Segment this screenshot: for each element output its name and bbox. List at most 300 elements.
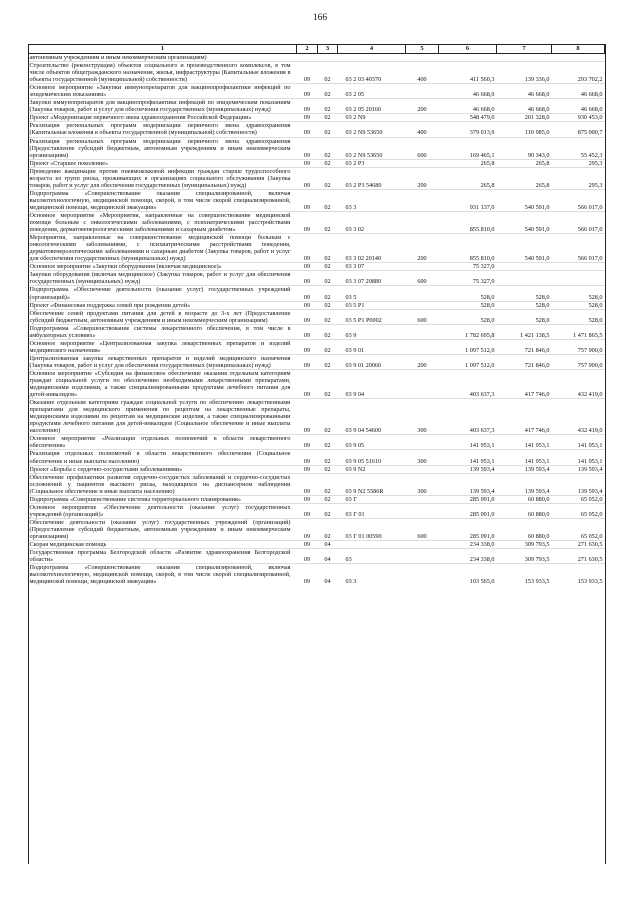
expense-type-cell: 300 (406, 399, 439, 435)
expense-type-cell (406, 435, 439, 450)
target-article-cell (338, 541, 406, 549)
amount-year2-cell: 141 953,1 (497, 435, 552, 450)
table-row (29, 234, 605, 263)
amount-year2-cell (497, 263, 552, 271)
expense-type-cell (406, 369, 439, 398)
amount-year3-cell: 139 593,4 (552, 465, 605, 473)
subsection-cell: 02 (318, 473, 338, 495)
section-cell: 09 (297, 339, 318, 354)
target-article-cell: 03 2 P3 54680 (338, 167, 406, 189)
amount-year3-cell: 432 419,0 (552, 369, 605, 398)
subsection-cell: 04 (318, 541, 338, 549)
amount-year3-cell (552, 54, 605, 62)
table-row (29, 211, 605, 233)
subsection-cell: 02 (318, 495, 338, 503)
amount-year3-cell: 1 471 865,5 (552, 324, 605, 339)
expense-type-cell: 200 (406, 167, 439, 189)
amount-year3-cell: 46 668,0 (552, 99, 605, 114)
amount-year1-cell: 139 593,4 (439, 465, 497, 473)
amount-year2-cell: 417 746,0 (497, 369, 552, 398)
amount-year1-cell (439, 54, 497, 62)
subsection-cell: 02 (318, 211, 338, 233)
table-row (29, 465, 605, 473)
table-row (29, 62, 605, 84)
amount-year3-cell: 757 900,0 (552, 354, 605, 369)
amount-year2-cell: 90 343,0 (497, 137, 552, 159)
expense-type-cell (406, 339, 439, 354)
expense-type-cell: 600 (406, 271, 439, 286)
amount-year1-cell: 139 593,4 (439, 473, 497, 495)
subsection-cell: 02 (318, 324, 338, 339)
target-article-cell (338, 54, 406, 62)
target-article-cell: 03 3 (338, 189, 406, 211)
amount-year1-cell: 548 479,0 (439, 114, 497, 122)
target-article-cell: 03 3 02 20140 (338, 234, 406, 263)
target-article-cell: 03 9 (338, 324, 406, 339)
amount-year2-cell: 1 421 138,5 (497, 324, 552, 339)
section-cell: 09 (297, 564, 318, 586)
amount-year2-cell: 265,8 (497, 159, 552, 167)
amount-year2-cell: 139 336,0 (497, 62, 552, 84)
row-name-cell: Подпрограмма «Обеспечение деятельности (оказание услуг) государственных учреждений (организаций)» (29, 286, 297, 301)
amount-year3-cell: 566 017,0 (552, 234, 605, 263)
amount-year1-cell: 931 137,0 (439, 189, 497, 211)
subsection-cell: 02 (318, 339, 338, 354)
row-name-cell: Основное мероприятие «Мероприятия, направленные на совершенствование медицинской помощи больным с онкологическими заболеваниями, с психиатрическими расстройствами поведения, дерматовенерологическими заболеваниями и сахарным диабетом» (29, 211, 297, 233)
table-row (29, 369, 605, 398)
subsection-cell: 02 (318, 435, 338, 450)
row-name-cell: Подпрограмма «Совершенствование оказания специализированной, включая высокотехнологичную, медицинской помощи, скорой, в том числе скорой специализированной, медицинской помощи, медицинской эвакуации» (29, 564, 297, 586)
amount-year2-cell (497, 54, 552, 62)
section-cell: 09 (297, 518, 318, 540)
table-row (29, 99, 605, 114)
amount-year1-cell: 285 091,0 (439, 495, 497, 503)
table-row (29, 159, 605, 167)
expense-type-cell (406, 503, 439, 518)
target-article-cell: 03 2 03 40370 (338, 62, 406, 84)
target-article-cell: 03 2 05 (338, 84, 406, 99)
expense-type-cell: 400 (406, 62, 439, 84)
subsection-cell: 02 (318, 271, 338, 286)
expense-type-cell (406, 211, 439, 233)
table-row (29, 518, 605, 540)
expense-type-cell (406, 541, 439, 549)
expense-type-cell (406, 324, 439, 339)
subsection-cell: 02 (318, 354, 338, 369)
expense-type-cell: 200 (406, 354, 439, 369)
target-article-cell: 03 9 N2 (338, 465, 406, 473)
amount-year3-cell: 271 630,5 (552, 549, 605, 564)
section-cell (297, 54, 318, 62)
budget-table (28, 44, 605, 585)
amount-year3-cell (552, 263, 605, 271)
row-name-cell: Проект «Финансовая поддержка семей при рождении детей» (29, 301, 297, 309)
table-row (29, 339, 605, 354)
row-name-cell: Обеспечение деятельности (оказание услуг) государственных учреждений (организаций) (Предоставление субсидий бюджетным, автономным учреждениям и иным некоммерческим организациям) (29, 518, 297, 540)
row-name-cell: Проект «Борьба с сердечно-сосудистыми заболеваниями» (29, 465, 297, 473)
amount-year3-cell: 55 452,3 (552, 137, 605, 159)
row-name-cell: Основное мероприятие «Субсидия на финансовое обеспечение оказания отдельным категориям граждан социальной услуги по обеспечению необходимыми лекарственными препаратами, медицинскими изделиями, а также специализированными продуктами лечебного питания для детей-инвалидов» (29, 369, 297, 398)
amount-year1-cell: 411 560,3 (439, 62, 497, 84)
row-name-cell: Проект «Старшее поколение» (29, 159, 297, 167)
target-article-cell: 03 3 (338, 564, 406, 586)
column-header: 1 (29, 45, 297, 54)
section-cell: 09 (297, 473, 318, 495)
amount-year2-cell: 721 846,0 (497, 354, 552, 369)
row-name-cell: Основное мероприятие «Закупки оборудования (включая медицинское)» (29, 263, 297, 271)
target-article-cell: 03 Г 01 00590 (338, 518, 406, 540)
expense-type-cell (406, 564, 439, 586)
amount-year3-cell: 295,3 (552, 159, 605, 167)
subsection-cell: 02 (318, 399, 338, 435)
amount-year2-cell: 540 591,0 (497, 211, 552, 233)
table-row (29, 114, 605, 122)
amount-year2-cell: 46 668,0 (497, 99, 552, 114)
target-article-cell: 03 5 P1 (338, 301, 406, 309)
amount-year1-cell: 234 338,0 (439, 541, 497, 549)
amount-year3-cell: 566 017,0 (552, 211, 605, 233)
amount-year2-cell: 528,0 (497, 301, 552, 309)
amount-year2-cell: 201 328,0 (497, 114, 552, 122)
target-article-cell: 03 Г 01 (338, 503, 406, 518)
amount-year3-cell: 528,0 (552, 309, 605, 324)
amount-year2-cell: 540 591,0 (497, 189, 552, 211)
row-name-cell: Закупки иммунопрепаратов для вакцинопрофилактики инфекций по эпидемическим показаниям (Закупка товаров, работ и услуг для обеспечения государственных (муниципальных) нужд) (29, 99, 297, 114)
amount-year3-cell: 65 052,0 (552, 518, 605, 540)
amount-year1-cell: 265,8 (439, 167, 497, 189)
target-article-cell: 03 9 01 20060 (338, 354, 406, 369)
amount-year3-cell: 139 593,4 (552, 473, 605, 495)
amount-year2-cell: 141 953,1 (497, 450, 552, 465)
table-row (29, 271, 605, 286)
row-name-cell: Централизованная закупка лекарственных препаратов и изделий медицинского назначения (Закупка товаров, работ и услуг для обеспечения государственных (муниципальных) нужд) (29, 354, 297, 369)
amount-year3-cell: 528,0 (552, 286, 605, 301)
target-article-cell: 03 3 07 20880 (338, 271, 406, 286)
section-cell: 09 (297, 234, 318, 263)
amount-year3-cell: 153 933,5 (552, 564, 605, 586)
amount-year1-cell: 379 013,9 (439, 122, 497, 137)
subsection-cell: 02 (318, 369, 338, 398)
amount-year2-cell: 139 593,4 (497, 473, 552, 495)
row-name-cell: Основное мероприятие «Реализация отдельных полномочий в области лекарственного обеспечения» (29, 435, 297, 450)
section-cell: 09 (297, 99, 318, 114)
subsection-cell: 02 (318, 62, 338, 84)
table-row (29, 495, 605, 503)
amount-year2-cell (497, 271, 552, 286)
row-name-cell: Реализация региональных программ модернизации первичного звена здравоохранения (Капитальные вложения в объекты государственной (муниципальной) собственности) (29, 122, 297, 137)
row-name-cell: Оказание отдельным категориям граждан социальной услуги по обеспечению лекарственными препаратами для медицинского применения по рецептам на лекарственные препараты, медицинскими изделиями по рецептам на медицинские изделия, а также специализированными продуктами лечебного питания для детей-инвалидов (Социальное обеспечение и иные выплаты населению) (29, 399, 297, 435)
amount-year2-cell: 309 793,5 (497, 549, 552, 564)
row-name-cell: Скорая медицинская помощь (29, 541, 297, 549)
subsection-cell: 02 (318, 263, 338, 271)
column-header: 8 (552, 45, 605, 54)
subsection-cell: 02 (318, 450, 338, 465)
amount-year3-cell: 65 052,0 (552, 503, 605, 518)
table-row (29, 399, 605, 435)
subsection-cell: 02 (318, 234, 338, 263)
row-name-cell: Проект «Модернизация первичного звена здравоохранения Российской Федерации» (29, 114, 297, 122)
target-article-cell: 03 9 04 (338, 369, 406, 398)
amount-year1-cell: 1 782 695,8 (439, 324, 497, 339)
table-body (29, 54, 605, 586)
target-article-cell: 03 2 N9 53650 (338, 137, 406, 159)
amount-year1-cell: 265,8 (439, 159, 497, 167)
section-cell: 09 (297, 309, 318, 324)
section-cell: 09 (297, 354, 318, 369)
row-name-cell: Реализация отдельных полномочий в области лекарственного обеспечения (Социальное обеспечение и иные выплаты населению) (29, 450, 297, 465)
amount-year1-cell: 403 637,3 (439, 399, 497, 435)
table-row (29, 473, 605, 495)
row-name-cell: автономным учреждениям и иным некоммерческим организациям) (29, 54, 207, 61)
target-article-cell: 03 9 N2 5586R (338, 473, 406, 495)
section-cell: 09 (297, 62, 318, 84)
target-article-cell: 03 2 N9 (338, 114, 406, 122)
subsection-cell: 04 (318, 549, 338, 564)
expense-type-cell (406, 114, 439, 122)
target-article-cell: 03 3 02 (338, 211, 406, 233)
section-cell: 09 (297, 465, 318, 473)
subsection-cell: 04 (318, 564, 338, 586)
table-header (29, 45, 605, 54)
section-cell: 09 (297, 369, 318, 398)
row-name-cell: Подпрограмма «Совершенствование системы лекарственного обеспечения, в том числе в амбулаторных условиях» (29, 324, 297, 339)
column-header: 4 (338, 45, 406, 54)
amount-year2-cell: 46 668,0 (497, 84, 552, 99)
section-cell: 09 (297, 503, 318, 518)
amount-year3-cell: 930 453,0 (552, 114, 605, 122)
amount-year1-cell: 528,0 (439, 309, 497, 324)
amount-year2-cell: 139 593,4 (497, 465, 552, 473)
amount-year2-cell: 721 846,0 (497, 339, 552, 354)
row-name-cell: Основное мероприятие «Централизованная закупка лекарственных препаратов и изделий медицинского назначения» (29, 339, 297, 354)
amount-year1-cell: 75 327,0 (439, 263, 497, 271)
expense-type-cell: 300 (406, 450, 439, 465)
amount-year3-cell: 295,3 (552, 167, 605, 189)
target-article-cell: 03 9 05 51610 (338, 450, 406, 465)
table-row (29, 503, 605, 518)
amount-year3-cell: 65 052,0 (552, 495, 605, 503)
expense-type-cell: 600 (406, 137, 439, 159)
row-name-cell: Обеспечение профилактики развития сердечно-сосудистых заболеваний и сердечно-сосудистых осложнений у пациентов высокого риска, находящихся на диспансерном наблюдении (Социальное обеспечение и иные выплаты населению) (29, 473, 297, 495)
amount-year3-cell (552, 271, 605, 286)
subsection-cell: 02 (318, 465, 338, 473)
section-cell: 09 (297, 211, 318, 233)
section-cell: 09 (297, 159, 318, 167)
target-article-cell: 03 2 P3 (338, 159, 406, 167)
table-row (29, 167, 605, 189)
amount-year2-cell: 528,0 (497, 286, 552, 301)
amount-year2-cell: 60 880,0 (497, 518, 552, 540)
subsection-cell: 02 (318, 301, 338, 309)
row-name-cell: Проведение вакцинации против пневмококковой инфекции граждан старше трудоспособного возраста из групп риска, проживающих в организациях социального обслуживания (Закупка товаров, работ и услуг для обеспечения государственных (муниципальных) нужд) (29, 167, 297, 189)
section-cell: 09 (297, 114, 318, 122)
row-name-cell: Реализация региональных программ модернизации первичного звена здравоохранения (Предоставление субсидий бюджетным, автономным учреждениям и иным некоммерческим организациям) (29, 137, 297, 159)
subsection-cell: 02 (318, 286, 338, 301)
amount-year3-cell: 46 668,0 (552, 84, 605, 99)
amount-year1-cell: 403 637,3 (439, 369, 497, 398)
table-row (29, 263, 605, 271)
section-cell: 09 (297, 549, 318, 564)
section-cell: 09 (297, 122, 318, 137)
section-cell: 09 (297, 301, 318, 309)
amount-year1-cell: 234 338,0 (439, 549, 497, 564)
expense-type-cell (406, 84, 439, 99)
amount-year1-cell: 46 668,0 (439, 84, 497, 99)
amount-year3-cell: 757 900,0 (552, 339, 605, 354)
amount-year2-cell: 309 793,5 (497, 541, 552, 549)
amount-year1-cell: 528,0 (439, 301, 497, 309)
expense-type-cell: 200 (406, 234, 439, 263)
section-cell: 09 (297, 495, 318, 503)
subsection-cell: 02 (318, 309, 338, 324)
subsection-cell (318, 54, 338, 62)
target-article-cell: 03 Г (338, 495, 406, 503)
table-row (29, 354, 605, 369)
table-row (29, 309, 605, 324)
amount-year2-cell: 528,0 (497, 309, 552, 324)
target-article-cell: 03 (338, 549, 406, 564)
row-name-cell: Строительство (реконструкция) объектов социального и производственного комплексов, в том числе объектов общегражданского назначения, жилья, инфраструктуры (Капитальные вложения в объекты государственной (муниципальной) собственности) (29, 62, 297, 84)
section-cell: 09 (297, 450, 318, 465)
expense-type-cell: 300 (406, 473, 439, 495)
amount-year2-cell: 153 933,5 (497, 564, 552, 586)
amount-year1-cell: 141 953,1 (439, 435, 497, 450)
table-row (29, 541, 605, 549)
table-row (29, 564, 605, 586)
amount-year1-cell: 46 668,0 (439, 99, 497, 114)
row-name-cell: Обеспечение семей продуктами питания для детей в возрасте до 3-х лет (Предоставление субсидий бюджетным, автономным учреждениям и иным некоммерческим организациям) (29, 309, 297, 324)
subsection-cell: 02 (318, 114, 338, 122)
section-cell: 09 (297, 286, 318, 301)
table-row (29, 54, 605, 62)
amount-year1-cell: 855 810,0 (439, 211, 497, 233)
amount-year1-cell: 528,0 (439, 286, 497, 301)
amount-year3-cell: 875 000,7 (552, 122, 605, 137)
section-cell: 09 (297, 541, 318, 549)
table-row (29, 189, 605, 211)
amount-year2-cell: 265,8 (497, 167, 552, 189)
amount-year3-cell: 566 017,0 (552, 189, 605, 211)
amount-year1-cell: 285 091,0 (439, 518, 497, 540)
amount-year1-cell: 855 810,0 (439, 234, 497, 263)
target-article-cell: 03 9 05 (338, 435, 406, 450)
subsection-cell: 02 (318, 99, 338, 114)
table-row (29, 286, 605, 301)
expense-type-cell (406, 263, 439, 271)
subsection-cell: 02 (318, 189, 338, 211)
page-number: 166 (312, 13, 328, 23)
expense-type-cell: 600 (406, 518, 439, 540)
section-cell: 09 (297, 167, 318, 189)
expense-type-cell (406, 54, 439, 62)
row-name-cell: Подпрограмма «Совершенствование оказания специализированной, включая высокотехнологичную, медицинской помощи, скорой, в том числе скорой специализированной, медицинской помощи, медицинской эвакуации» (29, 189, 297, 211)
subsection-cell: 02 (318, 518, 338, 540)
amount-year1-cell: 1 097 512,0 (439, 339, 497, 354)
target-article-cell: 03 3 07 (338, 263, 406, 271)
subsection-cell: 02 (318, 137, 338, 159)
expense-type-cell (406, 549, 439, 564)
section-cell: 09 (297, 189, 318, 211)
amount-year3-cell: 141 953,1 (552, 435, 605, 450)
amount-year2-cell: 60 880,0 (497, 503, 552, 518)
table-row (29, 84, 605, 99)
section-cell: 09 (297, 263, 318, 271)
amount-year3-cell: 271 630,5 (552, 541, 605, 549)
row-name-cell: Основное мероприятие «Закупки иммунопрепаратов для вакцинопрофилактики инфекций по эпидемическим показаниям» (29, 84, 297, 99)
expense-type-cell (406, 159, 439, 167)
table-row (29, 301, 605, 309)
amount-year2-cell: 60 880,0 (497, 495, 552, 503)
column-header: 5 (406, 45, 439, 54)
table-row (29, 435, 605, 450)
expense-type-cell: 400 (406, 122, 439, 137)
column-header: 7 (497, 45, 552, 54)
target-article-cell: 03 5 P1 P0002 (338, 309, 406, 324)
expense-type-cell (406, 286, 439, 301)
amount-year2-cell: 417 746,0 (497, 399, 552, 435)
subsection-cell: 02 (318, 159, 338, 167)
subsection-cell: 02 (318, 84, 338, 99)
target-article-cell: 03 9 04 54600 (338, 399, 406, 435)
amount-year1-cell: 75 327,0 (439, 271, 497, 286)
row-name-cell: Подпрограмма «Совершенствование системы территориального планирования» (29, 495, 297, 503)
section-cell: 09 (297, 271, 318, 286)
amount-year2-cell: 540 591,0 (497, 234, 552, 263)
expense-type-cell (406, 465, 439, 473)
table-row (29, 324, 605, 339)
amount-year1-cell: 1 097 512,0 (439, 354, 497, 369)
row-name-cell: Мероприятия, направленные на совершенствование медицинской помощи больным с онкологическими заболеваниями, с психиатрическими расстройствами поведения, дерматовенерологическими заболеваниями и сахарным диабетом (Закупка товаров, работ и услуг для обеспечения государственных (муниципальных) нужд) (29, 234, 297, 263)
amount-year3-cell: 528,0 (552, 301, 605, 309)
header-row (29, 45, 605, 54)
section-cell: 09 (297, 137, 318, 159)
column-header: 2 (297, 45, 318, 54)
amount-year1-cell: 141 953,1 (439, 450, 497, 465)
amount-year3-cell: 432 419,0 (552, 399, 605, 435)
section-cell: 09 (297, 399, 318, 435)
amount-year1-cell: 103 565,0 (439, 564, 497, 586)
table-row (29, 122, 605, 137)
expense-type-cell: 600 (406, 309, 439, 324)
row-name-cell: Государственная программа Белгородской области «Развитие здравоохранения Белгородской области» (29, 549, 297, 564)
amount-year1-cell: 285 091,0 (439, 503, 497, 518)
subsection-cell: 02 (318, 167, 338, 189)
expense-type-cell: 200 (406, 99, 439, 114)
amount-year1-cell: 169 465,1 (439, 137, 497, 159)
expense-type-cell (406, 189, 439, 211)
expense-type-cell (406, 301, 439, 309)
expense-type-cell (406, 495, 439, 503)
section-cell: 09 (297, 324, 318, 339)
subsection-cell: 02 (318, 122, 338, 137)
target-article-cell: 03 2 N9 53650 (338, 122, 406, 137)
amount-year3-cell: 293 702,2 (552, 62, 605, 84)
target-article-cell: 03 5 (338, 286, 406, 301)
target-article-cell: 03 9 01 (338, 339, 406, 354)
subsection-cell: 02 (318, 503, 338, 518)
row-name-cell: Закупки оборудования (включая медицинское) (Закупка товаров, работ и услуг для обеспечения государственных (муниципальных) нужд) (29, 271, 297, 286)
section-cell: 09 (297, 435, 318, 450)
column-header: 6 (439, 45, 497, 54)
column-header: 3 (318, 45, 338, 54)
table-row (29, 137, 605, 159)
amount-year3-cell: 141 953,1 (552, 450, 605, 465)
table-row (29, 549, 605, 564)
table-row (29, 450, 605, 465)
amount-year2-cell: 110 985,0 (497, 122, 552, 137)
row-name-cell: Основное мероприятие «Обеспечение деятельности (оказание услуг) государственных учреждений (организаций)» (29, 503, 297, 518)
target-article-cell: 03 2 05 20160 (338, 99, 406, 114)
